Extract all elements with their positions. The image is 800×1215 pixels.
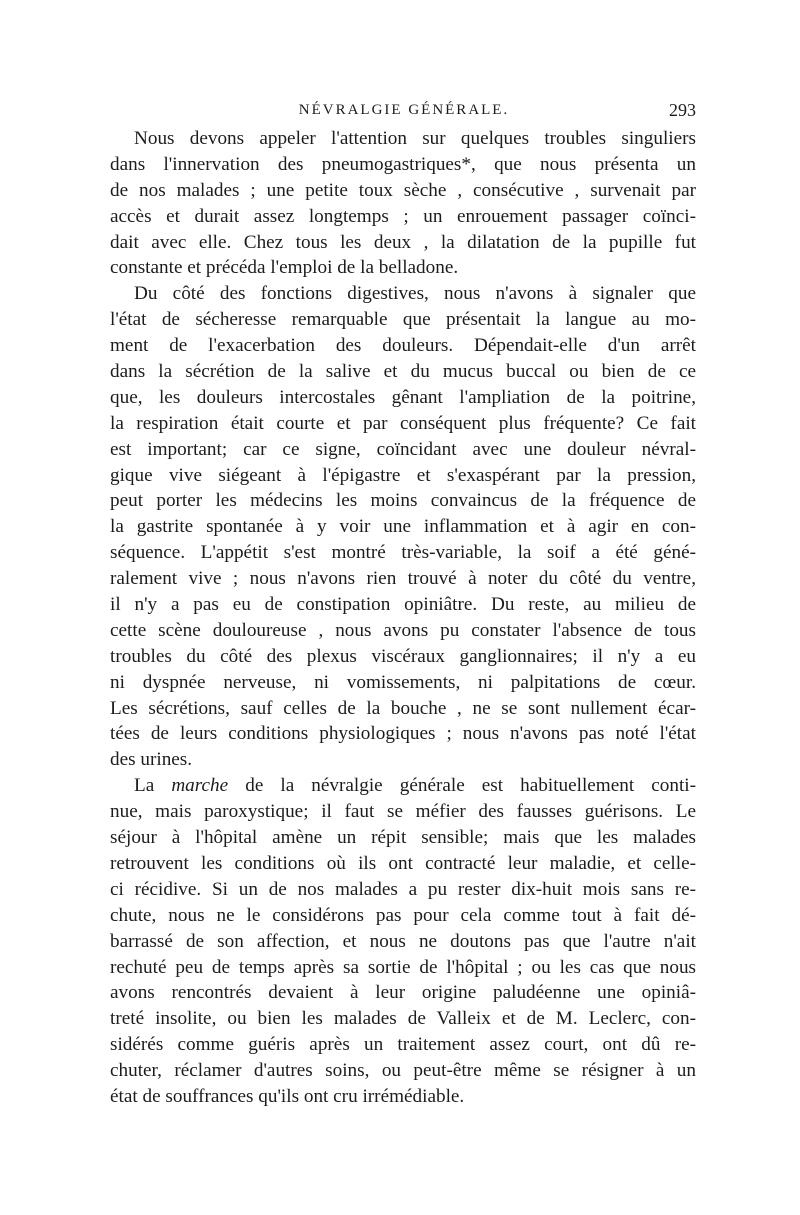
paragraph-line: chuter, réclamer d'autres soins, ou peut-être même se résigner à un	[110, 1060, 696, 1082]
paragraph-line: ni dyspnée nerveuse, ni vomissements, ni palpitations de cœur.	[110, 671, 696, 693]
running-header	[112, 98, 696, 122]
paragraph-line: état de souffrances qu'ils ont cru irrémédiable.	[110, 1085, 465, 1107]
page-number: 293	[669, 100, 696, 120]
paragraph-line: Les sécrétions, sauf celles de la bouche , ne se sont nullement écar-	[110, 697, 696, 719]
paragraph-line: rechuté peu de temps après sa sortie de l'hôpital ; ou les cas que nous	[110, 956, 696, 978]
paragraph-line: l'état de sécheresse remarquable que présentait la langue au mo-	[110, 309, 696, 331]
paragraph-line: ralement vive ; nous n'avons rien trouvé à noter du côté du ventre,	[110, 568, 696, 590]
paragraph-line: nue, mais paroxystique; il faut se méfier des fausses guérisons. Le	[110, 801, 696, 823]
paragraph-line: que, les douleurs intercostales gênant l'ampliation de la poitrine,	[110, 386, 696, 408]
paragraph-line: ment de l'exacerbation des douleurs. Dépendait-elle d'un arrêt	[110, 335, 696, 357]
paragraph-line: sidérés comme guéris après un traitement assez court, ont dû re-	[110, 1034, 696, 1056]
paragraph-line: accès et durait assez longtemps ; un enrouement passager coïnci-	[110, 205, 696, 227]
paragraph-line: gique vive siégeant à l'épigastre et s'exaspérant par la pression,	[110, 464, 696, 486]
paragraph-line	[110, 773, 696, 799]
paragraph-line: séjour à l'hôpital amène un répit sensible; mais que les malades	[110, 827, 696, 849]
lead-text-rest: de la névralgie générale est habituellement conti-	[228, 775, 696, 797]
paragraph-line: tées de leurs conditions physiologiques ; nous n'avons pas noté l'état	[110, 723, 696, 745]
paragraph-line: cette scène douloureuse , nous avons pu constater l'absence de tous	[110, 619, 696, 641]
lead-text: La	[134, 775, 172, 797]
paragraph-2	[110, 281, 696, 773]
paragraph-line: troubles du côté des plexus viscéraux ganglionnaires; il n'y a eu	[110, 645, 696, 667]
paragraph-line: dans la sécrétion de la salive et du mucus buccal ou bien de ce	[110, 361, 696, 383]
paragraph-line: il n'y a pas eu de constipation opiniâtre. Du reste, au milieu de	[110, 594, 696, 616]
paragraph-line: constante et précéda l'emploi de la belladone.	[110, 257, 459, 279]
body-text	[110, 126, 696, 1110]
paragraph-line: de nos malades ; une petite toux sèche , consécutive , survenait par	[110, 179, 696, 201]
paragraph-1	[110, 126, 696, 281]
paragraph-line: dait avec elle. Chez tous les deux , la dilatation de la pupille fut	[110, 231, 696, 253]
italic-term: marche	[171, 775, 229, 797]
paragraph-line: dans l'innervation des pneumogastriques*, que nous présenta un	[110, 153, 696, 175]
paragraph-line: est important; car ce signe, coïncidant avec une douleur névral-	[110, 438, 696, 460]
paragraph-line: retrouvent les conditions où ils ont contracté leur maladie, et celle-	[110, 852, 696, 874]
paragraph-line: ci récidive. Si un de nos malades a pu rester dix-huit mois sans re-	[110, 878, 696, 900]
paragraph-line: Du côté des fonctions digestives, nous n'avons à signaler que	[134, 283, 696, 305]
paragraph-line: des urines.	[110, 749, 193, 771]
paragraph-line: séquence. L'appétit s'est montré très-variable, la soif a été géné-	[110, 542, 696, 564]
paragraph-line: peut porter les médecins les moins convaincus de la fréquence de	[110, 490, 696, 512]
paragraph-line: treté insolite, ou bien les malades de Valleix et de M. Leclerc, con-	[110, 1008, 696, 1030]
running-title: NÉVRALGIE GÉNÉRALE.	[298, 102, 510, 118]
paragraph-3	[110, 773, 696, 1110]
paragraph-line: avons rencontrés devaient à leur origine paludéenne une opiniâ-	[110, 982, 696, 1004]
paragraph-line: chute, nous ne le considérons pas pour cela comme tout à fait dé-	[110, 904, 696, 926]
paragraph-line: la respiration était courte et par conséquent plus fréquente? Ce fait	[110, 412, 696, 434]
paragraph-line: Nous devons appeler l'attention sur quelques troubles singuliers	[134, 128, 696, 149]
paragraph-line: la gastrite spontanée à y voir une inflammation et à agir en con-	[110, 516, 696, 538]
paragraph-line: barrassé de son affection, et nous ne doutons pas que l'autre n'ait	[110, 930, 696, 952]
